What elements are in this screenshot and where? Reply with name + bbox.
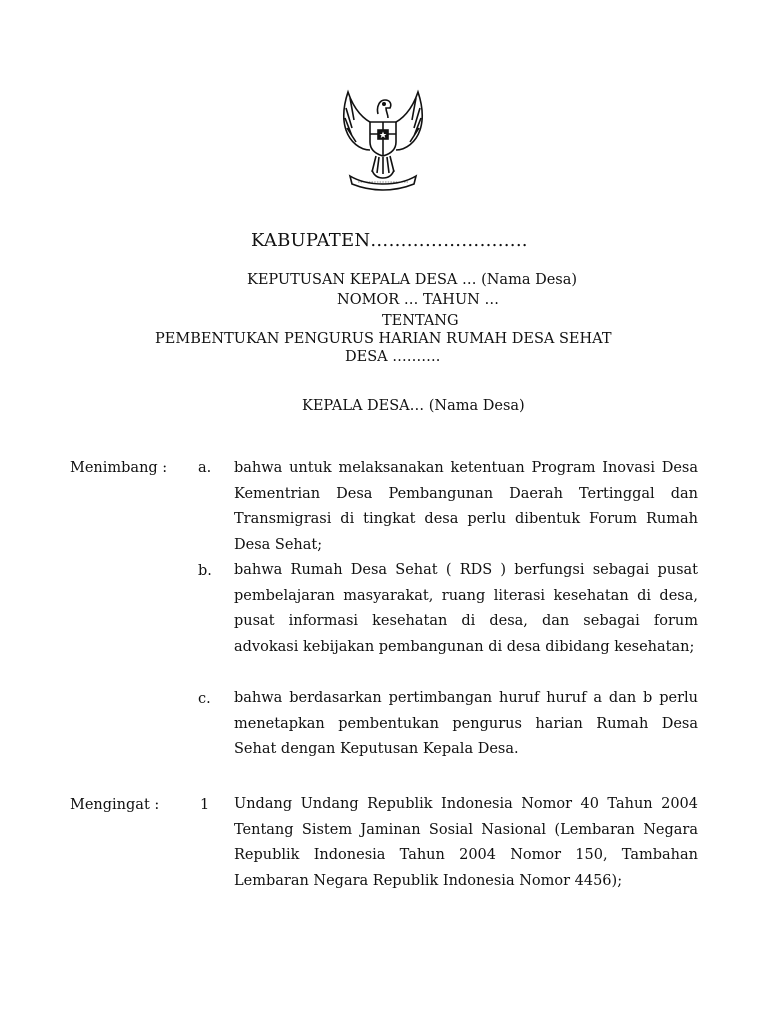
menimbang-label: Menimbang : bbox=[70, 460, 168, 476]
decree-about: TENTANG bbox=[382, 313, 459, 329]
decree-subject: PEMBENTUKAN PENGURUS HARIAN RUMAH DESA SEHAT bbox=[155, 331, 612, 347]
menimbang-item-c: bahwa berdasarkan pertimbangan huruf huruf a dan b perlu menetapkan pembentukan pengurus harian Rumah Desa Sehat dengan Keputusan Kepala Desa. bbox=[234, 690, 698, 757]
issuer-heading: KEPALA DESA… (Nama Desa) bbox=[302, 398, 525, 414]
kabupaten-heading: KABUPATEN…………………….. bbox=[251, 230, 528, 251]
menimbang-mark-c: c. bbox=[198, 691, 211, 707]
decree-village: DESA ………. bbox=[345, 349, 441, 365]
decree-number: NOMOR … TAHUN … bbox=[337, 292, 499, 308]
mengingat-mark-1: 1 bbox=[200, 797, 210, 813]
menimbang-mark-b: b. bbox=[198, 563, 212, 579]
garuda-emblem-icon bbox=[328, 84, 438, 194]
menimbang-item-b: bahwa Rumah Desa Sehat ( RDS ) berfungsi sebagai pusat pembelajaran masyarakat, ruang literasi kesehatan di desa, pusat informasi kesehatan di desa, dan sebagai forum advokasi kebijakan pembangunan di desa dibidang kesehatan; bbox=[234, 562, 698, 655]
mengingat-label: Mengingat : bbox=[70, 797, 160, 813]
decree-title: KEPUTUSAN KEPALA DESA … (Nama Desa) bbox=[247, 272, 578, 288]
menimbang-item-a: bahwa untuk melaksanakan ketentuan Program Inovasi Desa Kementrian Desa Pembangunan Daerah Tertinggal dan Transmigrasi di tingkat desa perlu dibentuk Forum Rumah Desa Sehat; bbox=[234, 460, 698, 553]
mengingat-item-1: Undang Undang Republik Indonesia Nomor 40 Tahun 2004 Tentang Sistem Jaminan Sosial Nasional (Lembaran Negara Republik Indonesia Tahun 2004 Nomor 150, Tambahan Lembaran Negara Republik Indonesia Nomor 4456); bbox=[234, 796, 698, 889]
menimbang-mark-a: a. bbox=[198, 460, 212, 476]
